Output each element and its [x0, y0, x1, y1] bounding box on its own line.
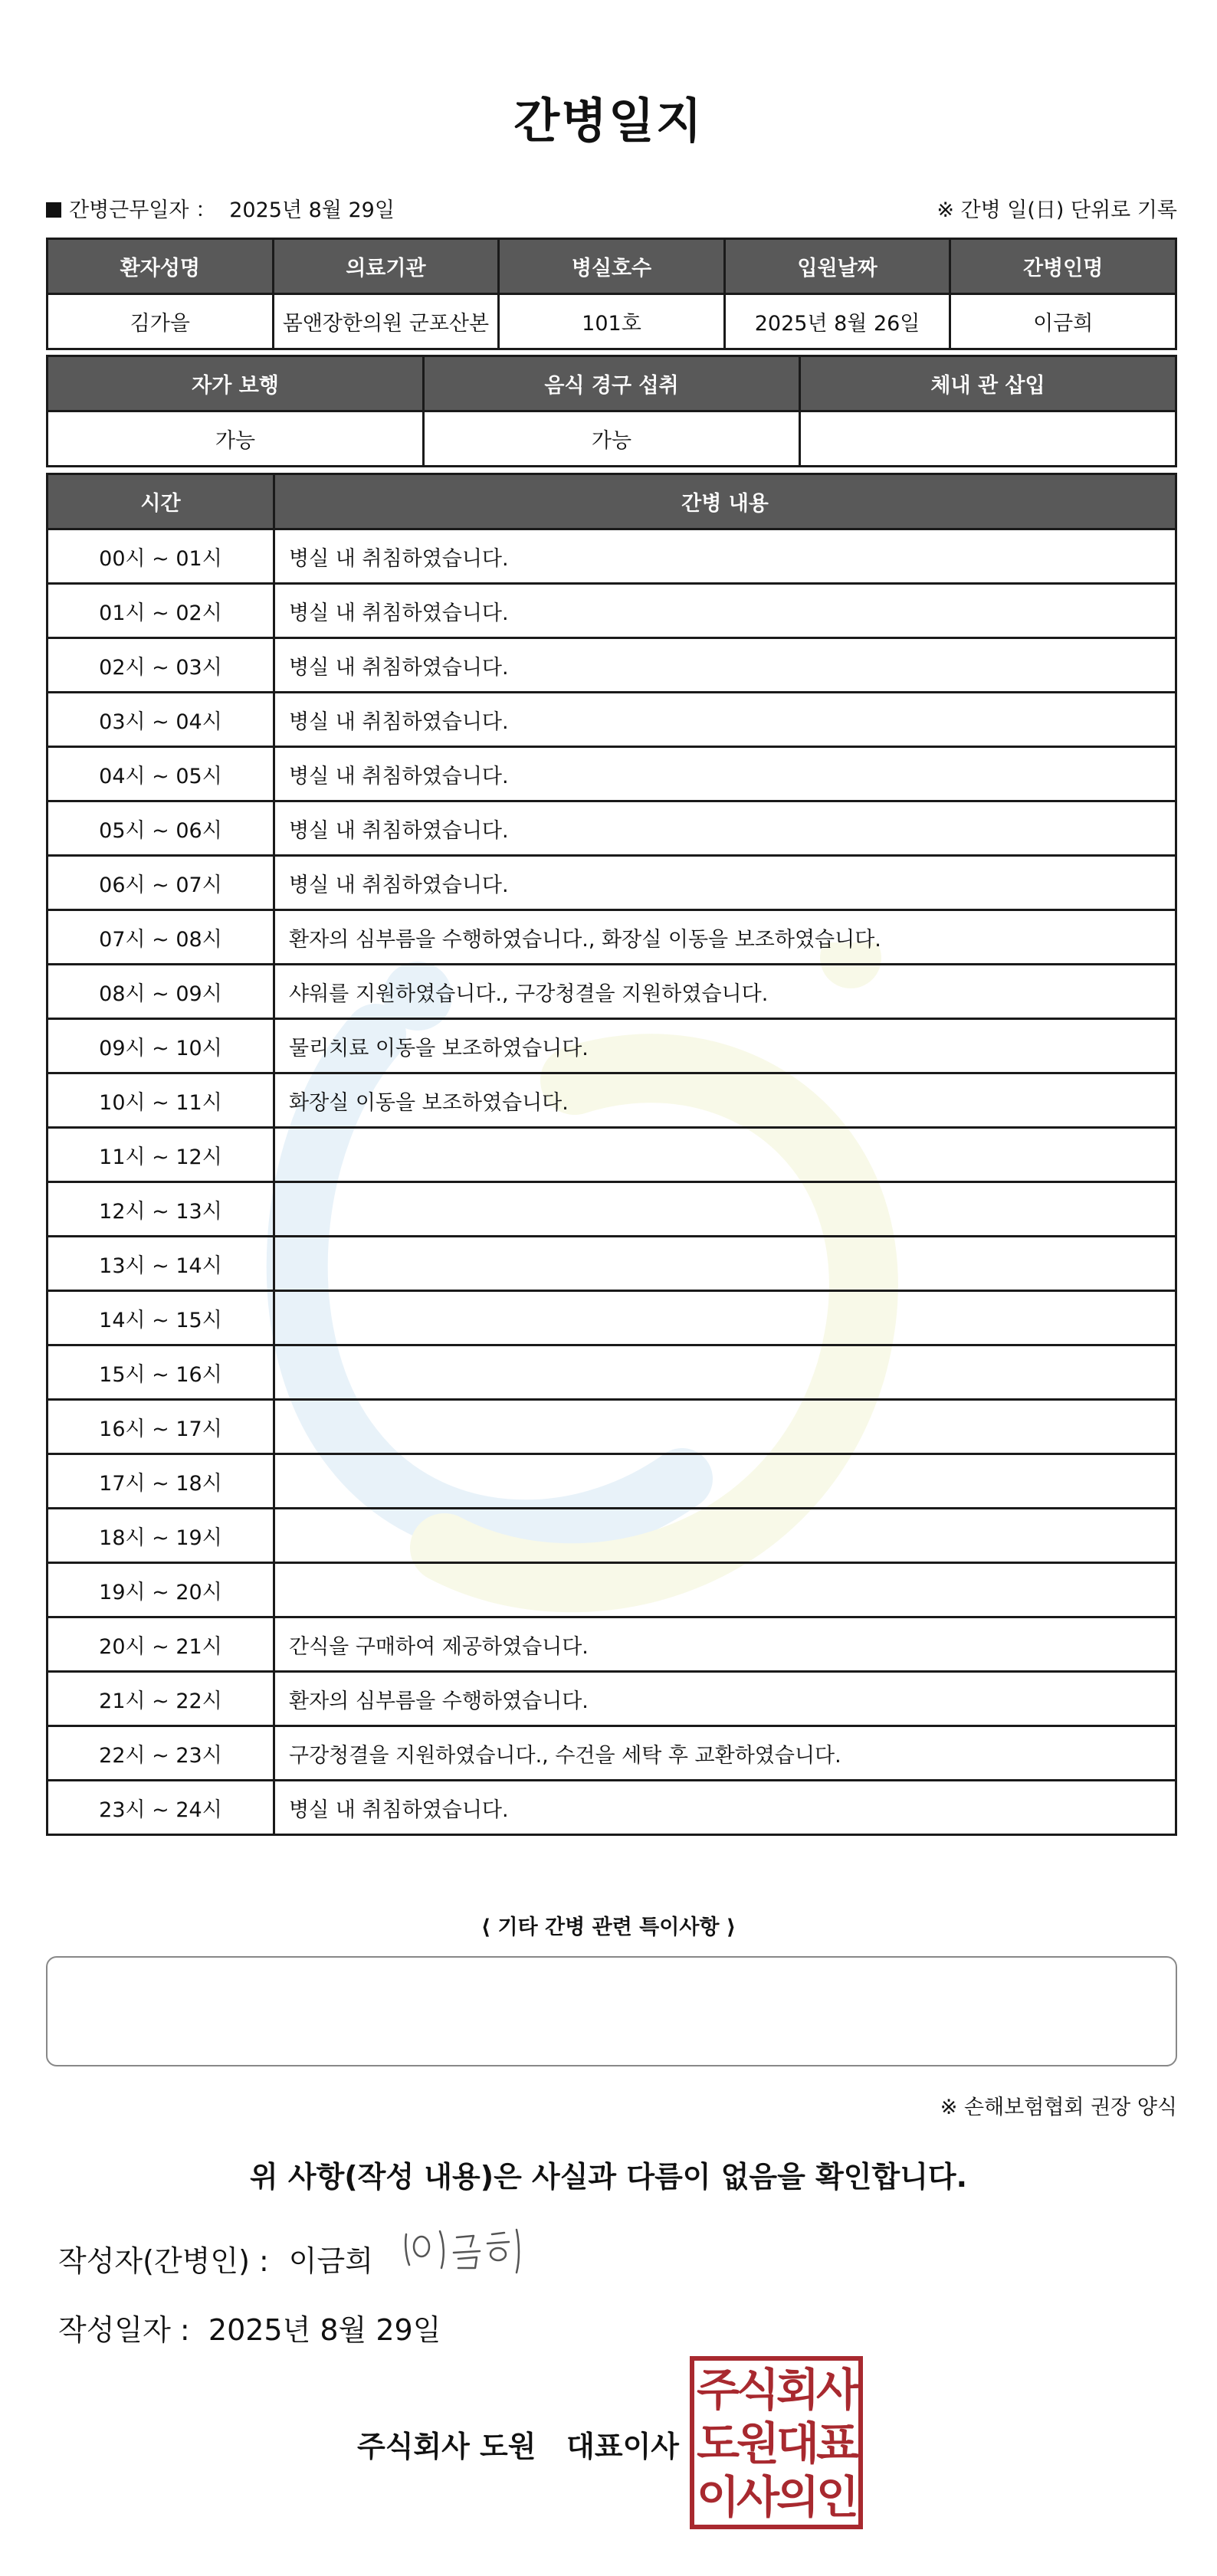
header-tube-insertion: 체내 관 삽입: [800, 356, 1176, 411]
room-number: 101호: [499, 294, 725, 349]
table-row: [48, 1617, 1176, 1672]
log-content: 병실 내 취침하였습니다.: [274, 747, 1176, 801]
table-row: [48, 1672, 1176, 1726]
seal-line-1: 주식회사: [696, 2364, 857, 2416]
work-date-value: 2025년 8월 29일: [229, 198, 395, 222]
table-row: [48, 1073, 1176, 1128]
special-notes-title: ⟨ 기타 간병 관련 특이사항 ⟩: [481, 1916, 736, 1939]
tube-insertion-value: [800, 411, 1176, 467]
writer-name: 이금희: [288, 2244, 373, 2278]
company-seal-stamp: [690, 2356, 863, 2529]
care-log-table: [46, 473, 1177, 1836]
log-time: 15시 ~ 16시: [48, 1345, 274, 1400]
log-time: 21시 ~ 22시: [48, 1672, 274, 1726]
confirmation-statement: 위 사항(작성 내용)은 사실과 다름이 없음을 확인합니다.: [249, 2160, 968, 2194]
log-time: 11시 ~ 12시: [48, 1128, 274, 1182]
written-date-value: 2025년 8월 29일: [208, 2313, 441, 2347]
log-time: 04시 ~ 05시: [48, 747, 274, 801]
table-row: [48, 965, 1176, 1019]
work-date-label: 간병근무일자 ：: [69, 198, 217, 222]
table-row: [48, 638, 1176, 693]
table-row: [48, 747, 1176, 801]
table-row: [48, 1454, 1176, 1509]
table-row: [48, 1291, 1176, 1345]
log-content: 병실 내 취침하였습니다.: [274, 529, 1176, 584]
log-time: 06시 ~ 07시: [48, 856, 274, 910]
log-content: 구강청결을 지원하였습니다., 수건을 세탁 후 교환하였습니다.: [274, 1726, 1176, 1781]
header-oral-intake: 음식 경구 섭취: [424, 356, 800, 411]
header-hospital: 의료기관: [273, 239, 499, 294]
special-notes-box: [46, 1956, 1177, 2066]
written-date-line: [58, 2306, 441, 2348]
oral-intake-value: 가능: [424, 411, 800, 467]
log-content: 물리치료 이동을 보조하였습니다.: [274, 1019, 1176, 1073]
log-content: 샤워를 지원하였습니다., 구강청결을 지원하였습니다.: [274, 965, 1176, 1019]
log-content: [274, 1509, 1176, 1563]
hospital-name: 몸앤장한의원 군포산본: [273, 294, 499, 349]
log-content: [274, 1128, 1176, 1182]
header-patient-name: 환자성명: [48, 239, 274, 294]
log-time: 18시 ~ 19시: [48, 1509, 274, 1563]
table-row: [48, 693, 1176, 747]
work-date-info: [46, 193, 395, 223]
self-walking-value: 가능: [48, 411, 424, 467]
patient-name: 김가을: [48, 294, 274, 349]
seal-line-2: 도원대표: [696, 2417, 857, 2469]
header-time: 시간: [48, 474, 274, 529]
log-content: [274, 1345, 1176, 1400]
written-date-label: 작성일자 :: [58, 2313, 190, 2347]
table-row: [48, 1128, 1176, 1182]
caregiver-name: 이금희: [950, 294, 1176, 349]
log-time: 13시 ~ 14시: [48, 1237, 274, 1291]
seal-line-3: 이사의인: [696, 2471, 857, 2523]
black-square-icon: [46, 202, 61, 218]
log-content: [274, 1563, 1176, 1617]
log-content: 병실 내 취침하였습니다.: [274, 693, 1176, 747]
log-time: 10시 ~ 11시: [48, 1073, 274, 1128]
log-time: 02시 ~ 03시: [48, 638, 274, 693]
log-time: 12시 ~ 13시: [48, 1182, 274, 1237]
table-row: [48, 1726, 1176, 1781]
company-representative: 주식회사 도원 대표이사: [357, 2430, 679, 2463]
table-row: [48, 1509, 1176, 1563]
table-row: [48, 801, 1176, 856]
log-content: 병실 내 취침하였습니다.: [274, 584, 1176, 638]
admission-date: 2025년 8월 26일: [724, 294, 950, 349]
log-time: 20시 ~ 21시: [48, 1617, 274, 1672]
header-room: 병실호수: [499, 239, 725, 294]
patient-info-table: [46, 238, 1177, 350]
log-time: 14시 ~ 15시: [48, 1291, 274, 1345]
log-time: 00시 ~ 01시: [48, 529, 274, 584]
record-unit-note: ※ 간병 일(日) 단위로 기록: [937, 198, 1177, 222]
log-content: [274, 1400, 1176, 1454]
care-log-rows: [48, 529, 1176, 1835]
table-row: [48, 1345, 1176, 1400]
patient-status-table: [46, 355, 1177, 467]
header-caregiver-name: 간병인명: [950, 239, 1176, 294]
table-row: [48, 584, 1176, 638]
form-recommendation-note: ※ 손해보험협회 권장 양식: [940, 2096, 1177, 2119]
header-care-content: 간병 내용: [274, 474, 1176, 529]
log-time: 01시 ~ 02시: [48, 584, 274, 638]
log-content: [274, 1291, 1176, 1345]
table-row: [48, 1563, 1176, 1617]
table-row: [48, 910, 1176, 965]
log-time: 09시 ~ 10시: [48, 1019, 274, 1073]
log-time: 03시 ~ 04시: [48, 693, 274, 747]
log-content: 병실 내 취침하였습니다.: [274, 801, 1176, 856]
log-time: 17시 ~ 18시: [48, 1454, 274, 1509]
writer-line: [58, 2237, 373, 2279]
table-row: [48, 1019, 1176, 1073]
log-time: 07시 ~ 08시: [48, 910, 274, 965]
document-title: 간병일지: [513, 93, 704, 149]
log-time: 08시 ~ 09시: [48, 965, 274, 1019]
table-row: [48, 856, 1176, 910]
table-row: [48, 1237, 1176, 1291]
table-row: [48, 1781, 1176, 1835]
log-time: 23시 ~ 24시: [48, 1781, 274, 1835]
table-row: [48, 1182, 1176, 1237]
log-content: [274, 1182, 1176, 1237]
log-time: 16시 ~ 17시: [48, 1400, 274, 1454]
log-content: 병실 내 취침하였습니다.: [274, 856, 1176, 910]
handwritten-signature: [397, 2220, 527, 2282]
log-time: 05시 ~ 06시: [48, 801, 274, 856]
log-content: [274, 1237, 1176, 1291]
log-content: 환자의 심부름을 수행하였습니다.: [274, 1672, 1176, 1726]
log-content: [274, 1454, 1176, 1509]
log-content: 화장실 이동을 보조하였습니다.: [274, 1073, 1176, 1128]
log-time: 19시 ~ 20시: [48, 1563, 274, 1617]
writer-label: 작성자(간병인) :: [58, 2244, 269, 2278]
log-time: 22시 ~ 23시: [48, 1726, 274, 1781]
log-content: 환자의 심부름을 수행하였습니다., 화장실 이동을 보조하였습니다.: [274, 910, 1176, 965]
table-row: [48, 1400, 1176, 1454]
meta-row: [46, 193, 1177, 224]
log-content: 간식을 구매하여 제공하였습니다.: [274, 1617, 1176, 1672]
header-admission-date: 입원날짜: [724, 239, 950, 294]
log-content: 병실 내 취침하였습니다.: [274, 638, 1176, 693]
header-self-walking: 자가 보행: [48, 356, 424, 411]
log-content: 병실 내 취침하였습니다.: [274, 1781, 1176, 1835]
table-row: [48, 529, 1176, 584]
